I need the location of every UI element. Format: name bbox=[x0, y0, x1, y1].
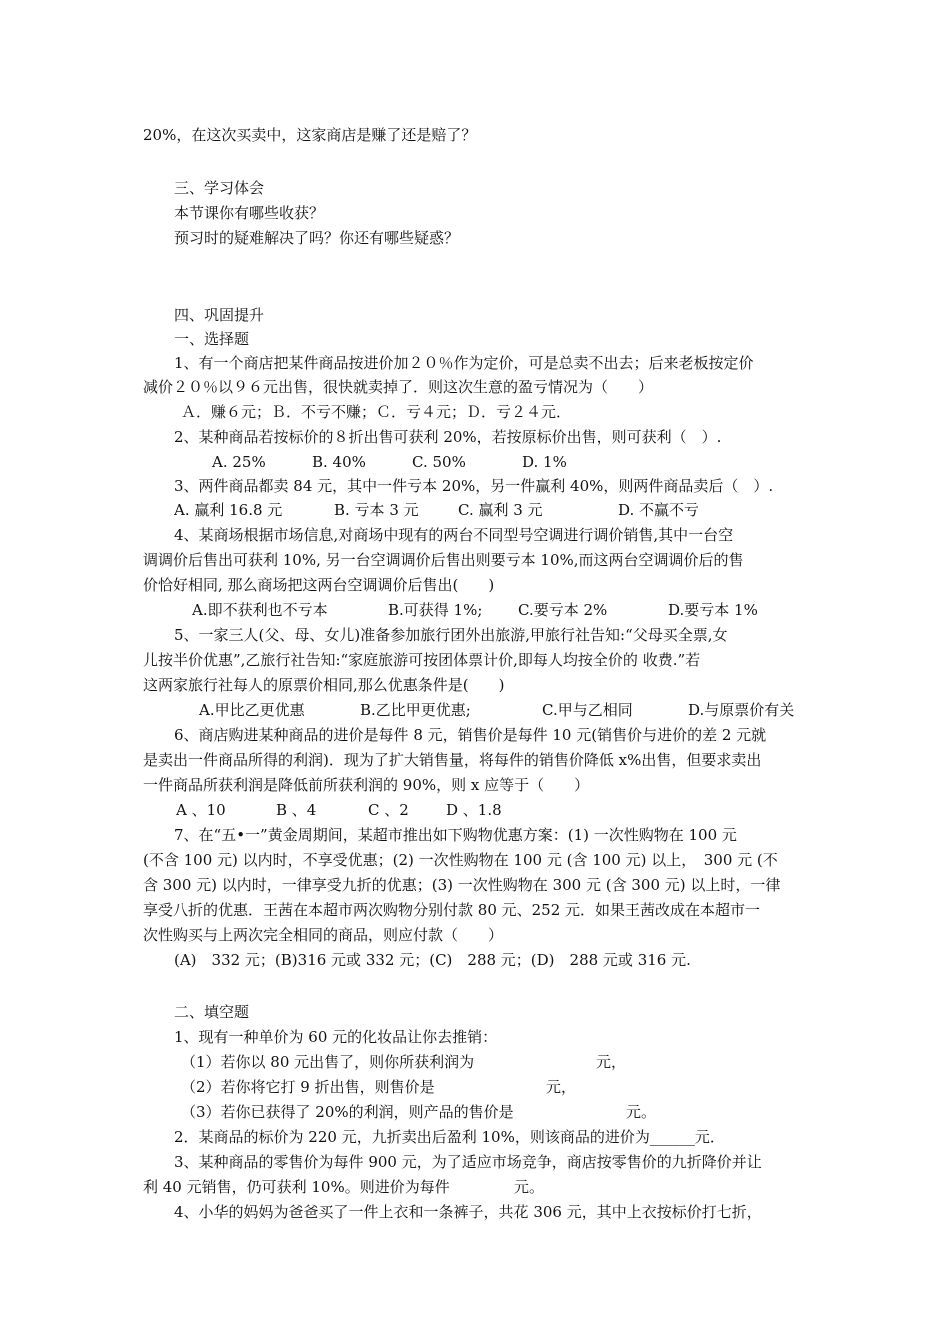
blank-unit: 元。 bbox=[514, 1178, 545, 1196]
text-line: 享受八折的优惠．王茜在本超市两次购物分别付款 80 元、252 元．如果王茜改成在本超市一 bbox=[143, 901, 761, 919]
fill-question-1: 1、现有一种单价为 60 元的化妆品让你去推销： bbox=[174, 1028, 498, 1046]
option-a: A.甲比乙更优惠 bbox=[199, 701, 305, 719]
option-d: D. 1% bbox=[522, 453, 567, 471]
section-heading: 四、巩固提升 bbox=[174, 306, 265, 324]
text-line: 一件商品所获利润是降低前所获利润的 90%，则 x 应等于（ ） bbox=[143, 776, 590, 794]
text-line: 这两家旅行社每人的原票价相同,那么优惠条件是( ) bbox=[143, 676, 505, 694]
text-line: 减价２０％以９６元出售，很快就卖掉了．则这次生意的盈亏情况为（ ） bbox=[143, 378, 654, 396]
blank-unit: 元。 bbox=[626, 1103, 657, 1121]
option-b: B.可获得 1%; bbox=[388, 601, 483, 619]
text-line: 价恰好相同, 那么商场把这两台空调调价后售出( ) bbox=[143, 576, 495, 594]
question-1: 1、有一个商店把某件商品按进价加２０％作为定价，可是总卖不出去；后来老板按定价 bbox=[174, 354, 754, 372]
text-line: （2）若你将它打 9 折出售，则售价是 bbox=[181, 1078, 435, 1096]
text-line: 20%，在这次买卖中，这家商店是赚了还是赔了？ bbox=[143, 126, 477, 144]
option-d: D 、1.8 bbox=[446, 801, 502, 819]
text-line: 预习时的疑难解决了吗？你还有哪些疑惑？ bbox=[174, 229, 460, 247]
question-7-options: (A) 332 元；(B)316 元或 332 元；(C) 288 元；(D) 288 元或 316 元. bbox=[174, 951, 691, 969]
option-d: D.与原票价有关 bbox=[688, 701, 795, 719]
text-line: 含 300 元) 以内时，一律享受九折的优惠；(3) 一次性购物在 300 元 (含 300 元) 以上时，一律 bbox=[143, 876, 781, 894]
fill-question-4: 4、小华的妈妈为爸爸买了一件上衣和一条裤子，共花 306 元，其中上衣按标价打七折， bbox=[174, 1203, 762, 1221]
option-c: C.要亏本 2% bbox=[518, 601, 608, 619]
subsection-heading: 二、填空题 bbox=[174, 1003, 250, 1021]
question-4: 4、某商场根据市场信息,对商场中现有的两台不同型号空调进行调价销售,其中一台空 bbox=[174, 526, 734, 544]
option-b: B. 亏本 3 元 bbox=[334, 501, 419, 519]
option-c: C.甲与乙相同 bbox=[542, 701, 633, 719]
section-heading: 三、学习体会 bbox=[174, 179, 265, 197]
text-line: 调调价后售出可获利 10%, 另一台空调调价后售出则要亏本 10%,而这两台空调调价后的售 bbox=[143, 551, 744, 569]
text-line: （1）若你以 80 元出售了，则你所获利润为 bbox=[181, 1053, 475, 1071]
fill-question-3: 3、某种商品的零售价为每件 900 元，为了适应市场竞争，商店按零售价的九折降价并让 bbox=[174, 1153, 762, 1171]
text-line: (不含 100 元) 以内时，不享受优惠；(2) 一次性购物在 100 元 (含 100 元) 以上， 300 元 (不 bbox=[143, 851, 778, 869]
option-a: A 、10 bbox=[176, 801, 226, 819]
question-7: 7、在“五•一”黄金周期间，某超市推出如下购物优惠方案：(1) 一次性购物在 100 元 bbox=[174, 826, 737, 844]
question-3: 3、两件商品都卖 84 元，其中一件亏本 20%，另一件赢利 40%，则两件商品卖后（ ）. bbox=[174, 477, 774, 495]
text-line: 次性购买与上两次完全相同的商品，则应付款（ ） bbox=[143, 926, 504, 944]
fill-question-2: 2．某商品的标价为 220 元，九折卖出后盈利 10%，则该商品的进价为______元． bbox=[174, 1128, 725, 1146]
text-line: 儿按半价优惠”,乙旅行社告知:“家庭旅游可按团体票计价,即每人均按全价的 收费.”若 bbox=[143, 651, 701, 669]
question-1-options: Ａ．赚６元；Ｂ．不亏不赚；Ｃ．亏４元；Ｄ．亏２４元． bbox=[181, 403, 572, 421]
option-c: C 、2 bbox=[368, 801, 409, 819]
option-c: C. 赢利 3 元 bbox=[458, 501, 543, 519]
question-2: 2、某种商品若按标价的８折出售可获利 20%，若按原标价出售，则可获利（ ）. bbox=[174, 428, 722, 446]
option-d: D.要亏本 1% bbox=[668, 601, 758, 619]
option-b: B 、4 bbox=[276, 801, 317, 819]
subsection-heading: 一、选择题 bbox=[174, 330, 250, 348]
question-5: 5、一家三人(父、母、女儿)准备参加旅行团外出旅游,甲旅行社告知:“父母买全票,女 bbox=[174, 626, 728, 644]
text-line: 是卖出一件商品所得的利润)．现为了扩大销售量，将每件的销售价降低 x%出售，但要求卖出 bbox=[143, 751, 762, 769]
option-a: A. 25% bbox=[212, 453, 266, 471]
question-6: 6、商店购进某种商品的进价是每件 8 元，销售价是每件 10 元(销售价与进价的差 2 元就 bbox=[174, 726, 767, 744]
text-line: （3）若你已获得了 20%的利润，则产品的售价是 bbox=[181, 1103, 514, 1121]
text-line: 利 40 元销售，仍可获利 10%。则进价为每件 bbox=[143, 1178, 450, 1196]
option-b: B. 40% bbox=[312, 453, 366, 471]
option-d: D. 不赢不亏 bbox=[618, 501, 700, 519]
blank-unit: 元， bbox=[596, 1053, 627, 1071]
option-c: C. 50% bbox=[412, 453, 466, 471]
blank-unit: 元， bbox=[546, 1078, 577, 1096]
option-a: A. 赢利 16.8 元 bbox=[174, 501, 283, 519]
option-b: B.乙比甲更优惠; bbox=[360, 701, 471, 719]
option-a: A.即不获利也不亏本 bbox=[192, 601, 328, 619]
text-line: 本节课你有哪些收获？ bbox=[174, 204, 325, 222]
